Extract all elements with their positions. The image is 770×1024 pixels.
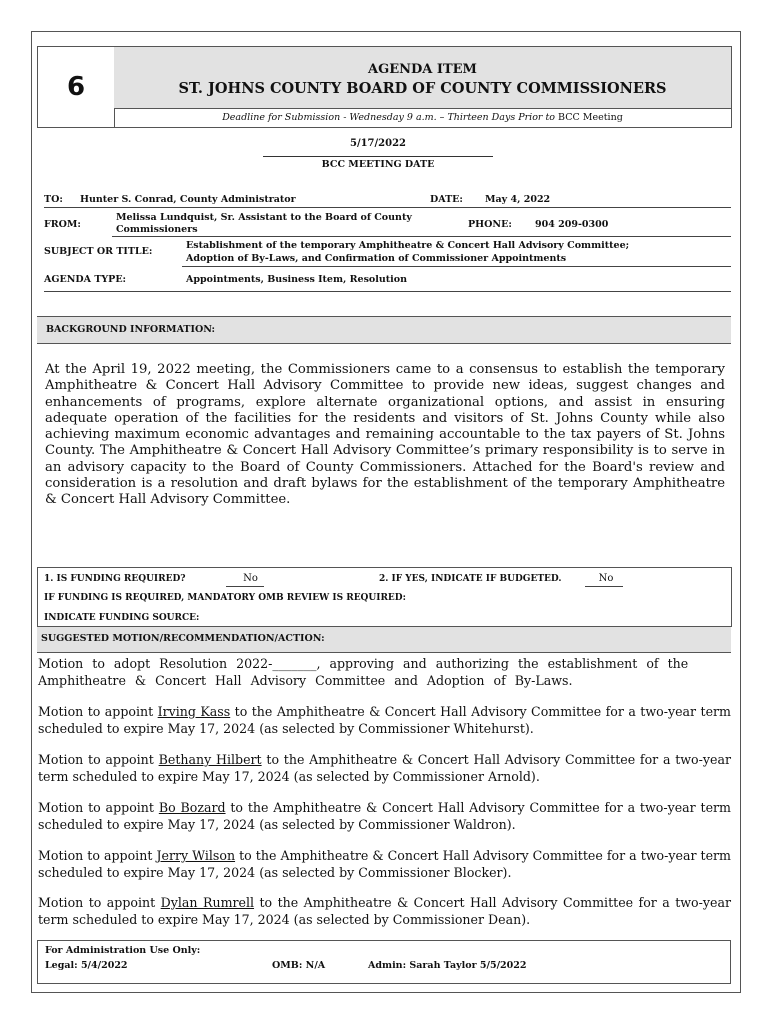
phone-label: PHONE: bbox=[468, 219, 512, 230]
agenda-type-label: AGENDA TYPE: bbox=[44, 274, 127, 285]
agenda-title bbox=[114, 47, 731, 109]
motion-suffix: to the Amphitheatre & Concert Hall Advisory Committee for a two-year term scheduled to expire May 17, 2024 bbox=[38, 704, 731, 736]
rule bbox=[585, 586, 623, 587]
motion-heading: SUGGESTED MOTION/RECOMMENDATION/ACTION: bbox=[41, 633, 325, 644]
funding-source-label: INDICATE FUNDING SOURCE: bbox=[44, 613, 200, 623]
subject-line2: Adoption of By-Laws, and Confirmation of Commissioner Appointments bbox=[186, 253, 567, 264]
agenda-header bbox=[37, 46, 732, 128]
meeting-date: 5/17/2022 bbox=[349, 138, 406, 149]
appointee-name: Jerry Wilson bbox=[156, 848, 236, 863]
admin-omb: OMB: N/A bbox=[272, 960, 326, 971]
omb-review-label: IF FUNDING IS REQUIRED, MANDATORY OMB REVIEW IS REQUIRED: bbox=[44, 593, 406, 603]
appointee-name: Irving Kass bbox=[157, 704, 231, 719]
motion-appoint bbox=[38, 704, 731, 737]
motion-selected-by: (as selected by Commissioner Waldron). bbox=[259, 816, 516, 832]
motion-appoint bbox=[38, 895, 731, 928]
motion-prefix: Motion to appoint bbox=[38, 848, 153, 863]
rule bbox=[44, 291, 731, 292]
rule bbox=[44, 207, 731, 208]
funding-required-label: 1. IS FUNDING REQUIRED? bbox=[44, 574, 186, 584]
admin-heading: For Administration Use Only: bbox=[45, 945, 201, 956]
motion-resolution bbox=[38, 656, 731, 689]
background-heading: BACKGROUND INFORMATION: bbox=[46, 324, 216, 335]
motion-suffix: to the Amphitheatre & Concert Hall Advisory Committee for a two-year term scheduled to expire May 17, 2024 bbox=[38, 848, 731, 880]
budgeted-value: No bbox=[598, 573, 614, 584]
budgeted-label: 2. IF YES, INDICATE IF BUDGETED. bbox=[379, 574, 562, 584]
motion-selected-by: (as selected by Commissioner Dean). bbox=[293, 911, 531, 927]
motion-selected-by: (as selected by Commissioner Arnold). bbox=[293, 768, 540, 784]
funding-box bbox=[37, 567, 732, 627]
meeting-date-rule bbox=[263, 156, 493, 157]
appointee-name: Bo Bozard bbox=[158, 800, 226, 815]
admin-use-box bbox=[37, 940, 731, 984]
motion-selected-by: (as selected by Commissioner Blocker). bbox=[259, 864, 512, 880]
date-label: DATE: bbox=[430, 194, 463, 205]
motion-appoint bbox=[38, 752, 731, 785]
submission-deadline bbox=[114, 109, 731, 127]
motion-appoint bbox=[38, 800, 731, 833]
from-value-line1: Melissa Lundquist, Sr. Assistant to the Board of County bbox=[116, 212, 412, 223]
from-value-line2: Commissioners bbox=[116, 224, 198, 235]
motion-suffix: to the Amphitheatre & Concert Hall Advisory Committee for a two-year term scheduled to expire May 17, 2024 bbox=[38, 895, 731, 927]
motion-prefix: Motion to appoint bbox=[38, 752, 154, 767]
motion-prefix: Motion to appoint bbox=[38, 800, 154, 815]
motion-selected-by: (as selected by Commissioner Whitehurst). bbox=[259, 720, 534, 736]
agenda-title-line1: AGENDA ITEM bbox=[368, 62, 477, 77]
motion-appoint bbox=[38, 848, 731, 881]
rule bbox=[112, 236, 731, 237]
appointee-name: Dylan Rumrell bbox=[160, 895, 255, 910]
funding-required-value: No bbox=[243, 573, 258, 584]
admin-legal: Legal: 5/4/2022 bbox=[45, 960, 128, 971]
background-heading-band bbox=[37, 316, 731, 344]
motion-suffix: to the Amphitheatre & Concert Hall Advisory Committee for a two-year term scheduled to expire May 17, 2024 bbox=[38, 800, 731, 832]
agenda-title-line2: ST. JOHNS COUNTY BOARD OF COUNTY COMMISSIONERS bbox=[178, 80, 667, 97]
appointee-name: Bethany Hilbert bbox=[158, 752, 262, 767]
rule bbox=[226, 586, 264, 587]
to-value: Hunter S. Conrad, County Administrator bbox=[80, 194, 296, 205]
agenda-type-value: Appointments, Business Item, Resolution bbox=[186, 274, 408, 285]
deadline-italic: Deadline for Submission - Wednesday 9 a.m. – Thirteen Days Prior to bbox=[222, 112, 556, 123]
rule bbox=[182, 266, 731, 267]
agenda-item-number: 6 bbox=[38, 47, 115, 127]
admin-approval: Admin: Sarah Taylor 5/5/2022 bbox=[368, 960, 527, 971]
phone-value: 904 209-0300 bbox=[535, 219, 609, 230]
to-label: TO: bbox=[44, 194, 63, 205]
motion-resolution-text: Motion to adopt Resolution 2022-_______, approving and authorizing the establishment of the Amphitheatre & Concert Hall Advisory Committee and Adoption of By-Laws. bbox=[38, 656, 689, 688]
deadline-rest: BCC Meeting bbox=[558, 112, 623, 123]
motion-heading-band bbox=[37, 627, 731, 653]
from-label: FROM: bbox=[44, 219, 81, 230]
date-value: May 4, 2022 bbox=[485, 194, 551, 205]
motion-suffix: to the Amphitheatre & Concert Hall Advisory Committee for a two-year term scheduled to expire May 17, 2024 bbox=[38, 752, 731, 784]
subject-line1: Establishment of the temporary Amphitheatre & Concert Hall Advisory Committee; bbox=[186, 240, 630, 251]
background-text: At the April 19, 2022 meeting, the Commissioners came to a consensus to establish the temporary Amphitheatre & Concert Hall Advisory Committee to provide new ideas, suggest changes and enhancements of programs, explore alternate organizational options, and assist in ensuring adequate operation of the facilities for the residents and visitors of St. Johns County while also achieving maximum economic advantages and remaining accountable to the tax payers of St. Johns County. The Amphitheatre & Concert Hall Advisory Committee’s primary responsibility is to serve in an advisory capacity to the Board of County Commissioners. Attached for the Board's review and consideration is a resolution and draft bylaws for the establishment of the temporary Amphitheatre & Concert Hall Advisory Committee. bbox=[45, 362, 725, 508]
meeting-date-label: BCC MEETING DATE bbox=[321, 159, 435, 170]
motion-prefix: Motion to appoint bbox=[38, 704, 154, 719]
motion-prefix: Motion to appoint bbox=[38, 895, 156, 910]
subject-label: SUBJECT OR TITLE: bbox=[44, 246, 153, 257]
